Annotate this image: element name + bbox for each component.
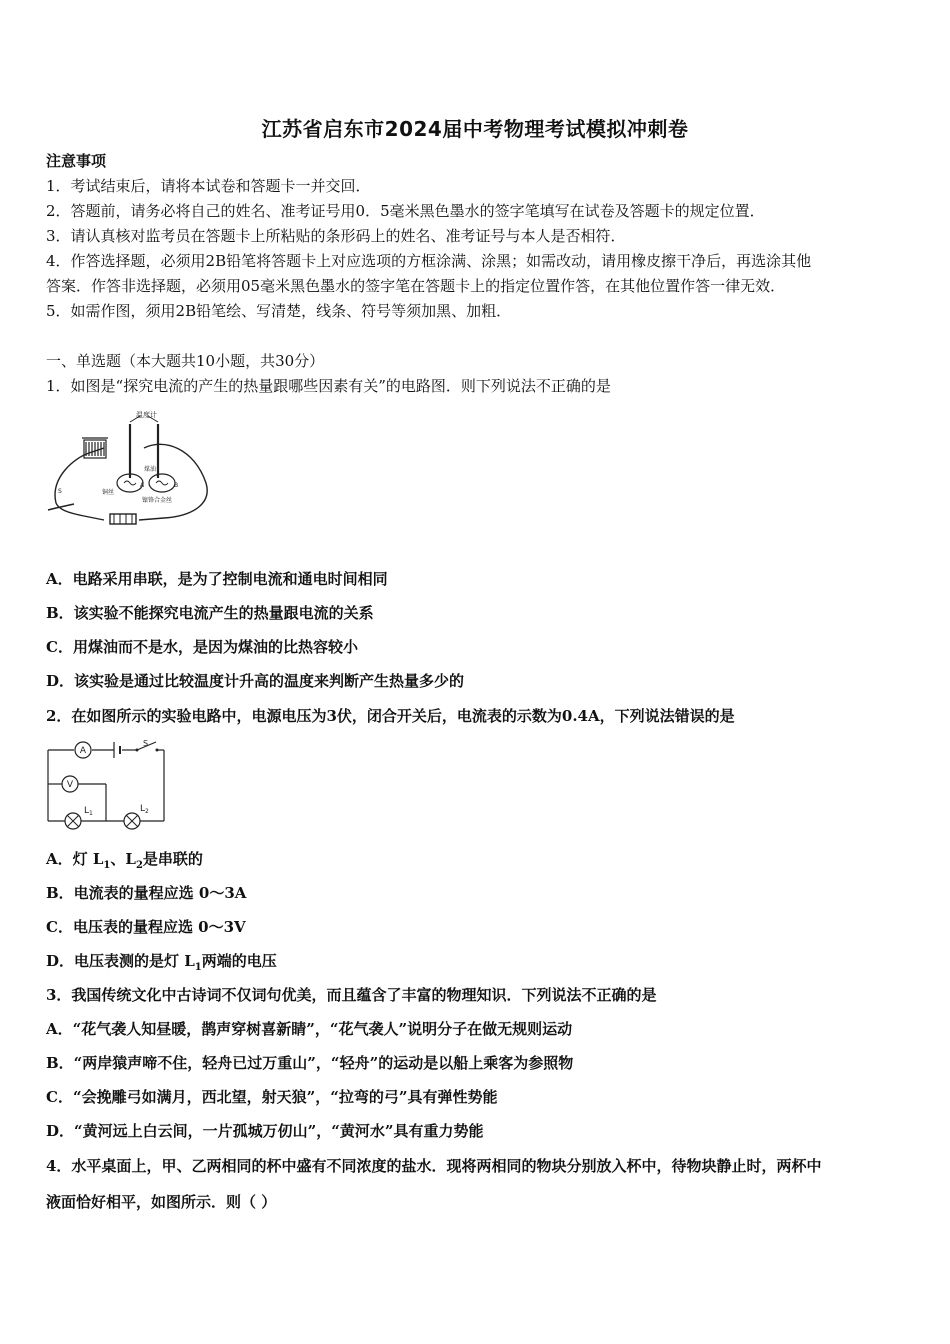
question-1-stem: 1．如图是“探究电流的产生的热量跟哪些因素有关”的电路图．则下列说法不正确的是 (46, 377, 611, 395)
copper-label: 铜丝 (102, 489, 115, 496)
question-4-stem: 4．水平桌面上，甲、乙两相同的杯中盛有不同浓度的盐水．现将两相同的物块分别放入杯中，待物块静止时，两杯中 (46, 1157, 822, 1175)
notice-item: 3．请认真核对监考员在答题卡上所粘贴的条形码上的姓名、准考证号与本人是否相符． (46, 227, 626, 245)
notice-heading: 注意事项 (46, 152, 107, 170)
thermometer-label: 温度计 (136, 411, 157, 419)
lamp-l1-label: $L_1$ (84, 806, 93, 817)
oil-label: 煤油 (144, 466, 157, 473)
q1-circuit-figure (44, 408, 214, 530)
question-4-stem-cont: 液面恰好相平，如图所示．则（ ） (46, 1193, 277, 1211)
notice-item: 1．考试结束后，请将本试卷和答题卡一并交回． (46, 177, 371, 195)
q2-option-b: B．电流表的量程应选 0～3A (46, 884, 247, 902)
q2-circuit-figure (44, 737, 174, 832)
voltmeter-label: V (66, 780, 74, 790)
section-heading: 一、单选题（本大题共10小题，共30分） (46, 352, 325, 370)
q3-option-a: A．“花气袭人知昼暖，鹊声穿树喜新睛”，“花气袭人”说明分子在做无规则运动 (46, 1020, 573, 1038)
page-title: 江苏省启东市2024届中考物理考试模拟冲刺卷 (261, 117, 689, 141)
notice-item: 答案．作答非选择题，必须用05毫米黑色墨水的签字笔在答题卡上的指定位置作答，在其他位置作答一律无效． (46, 277, 786, 295)
q3-option-d: D．“黄河远上白云间，一片孤城万仞山”，“黄河水”具有重力势能 (46, 1122, 484, 1140)
question-3-stem: 3．我国传统文化中古诗词不仅词句优美，而且蕴含了丰富的物理知识．下列说法不正确的是 (46, 986, 657, 1004)
notice-item: 4．作答选择题，必须用2B铅笔将答题卡上对应选项的方框涂满、涂黑；如需改动，请用橡皮擦干净后，再选涂其他 (46, 252, 812, 270)
lamp-l1-icon (65, 813, 81, 829)
battery-icon (110, 514, 136, 524)
flask-icon (117, 474, 175, 492)
q1-option-d: D．该实验是通过比较温度计升高的温度来判断产生热量多少的 (46, 672, 465, 690)
label-s: S (58, 488, 62, 495)
q2-option-a: A．灯 $L_1$、$L_2$是串联的 (46, 850, 203, 871)
switch-label: S (143, 739, 149, 748)
notice-item: 5．如需作图，须用2B铅笔绘、写清楚，线条、符号等须加黑、加粗． (46, 302, 512, 320)
label-b: B (174, 482, 179, 489)
q3-option-c: C．“会挽雕弓如满月，西北望，射天狼”，“拉弯的弓”具有弹性势能 (46, 1088, 498, 1106)
q1-option-a: A．电路采用串联，是为了控制电流和通电时间相同 (46, 570, 388, 588)
lamp-l2-icon (124, 813, 140, 829)
q2-option-d: D．电压表测的是灯 $L_1$两端的电压 (46, 952, 277, 973)
label-a: A (140, 482, 145, 489)
lamp-l2-label: $L_2$ (140, 804, 149, 815)
ammeter-label: A (79, 746, 87, 756)
q1-wire-loop (55, 444, 207, 520)
q1-option-c: C．用煤油而不是水，是因为煤油的比热容较小 (46, 638, 358, 656)
rheostat-icon (82, 438, 108, 458)
battery-icon (114, 742, 120, 758)
notice-item: 2．答题前，请务必将自己的姓名、准考证号用0．5毫米黑色墨水的签字笔填写在试卷及答题卡的规定位置． (46, 202, 765, 220)
question-2-stem: 2．在如图所示的实验电路中，电源电压为3伏，闭合开关后，电流表的示数为0.4A，下列说法错误的是 (46, 707, 735, 725)
q3-option-b: B．“两岸猿声啼不住，轻舟已过万重山”，“轻舟”的运动是以船上乘客为参照物 (46, 1054, 574, 1072)
q2-option-c: C．电压表的量程应选 0～3V (46, 918, 246, 936)
q1-option-b: B．该实验不能探究电流产生的热量跟电流的关系 (46, 604, 374, 622)
alloy-label: 镍铬合金丝 (142, 497, 173, 504)
